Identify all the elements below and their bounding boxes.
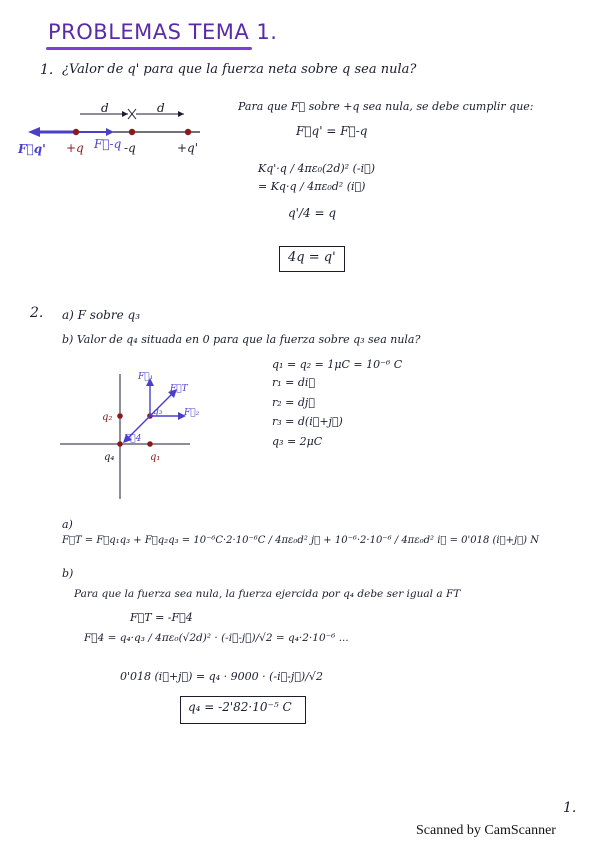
data-line: q₃ = 2μC [272,435,323,448]
charge-q2-dot [117,413,123,419]
charge-q1-dot [147,441,153,447]
data-line: r₁ = di⃗ [272,376,316,389]
title-underline [46,47,252,50]
charge-q4-dot [117,441,123,447]
problem-1-number: 1. [40,62,54,78]
part-b-text: Para que la fuerza sea nula, la fuerza ejercida por q₄ debe ser igual a FT [74,588,461,600]
problem-1-eq1: F⃗q' = F⃗-q [296,124,368,138]
distance-label-1: d [101,101,109,115]
problem-1-eq3: q'/4 = q [288,206,337,220]
problem-2-number: 2. [30,305,44,321]
part-b-eq3: 0'018 (i⃗+j⃗) = q₄ · 9000 · (-i⃗-j⃗)/√2 [120,670,323,683]
diagram-q1-label: q₁ [150,452,161,463]
diagram-q3-label: q₃ [153,407,163,417]
charge-plus-q [73,129,79,135]
problem-1-result: 4q = q' [288,250,336,265]
problem-1-question: ¿Valor de q' para que la fuerza neta sobre q sea nula? [62,62,417,77]
part-b-eq2: F⃗4 = q₄·q₃ / 4πε₀(√2d)² · (-i⃗-j⃗)/√2 = q₄·2·10⁻⁶ ... [84,632,349,644]
problem-1-explanation: Para que F⃗ sobre +q sea nula, se debe cumplir que: [238,100,534,113]
charge-minus-q [129,129,135,135]
problem-2-part-a: a) F sobre q₃ [62,308,140,322]
part-b-label: b) [62,567,74,580]
part-a-label: a) [62,518,73,531]
diagram-f1-label: F⃗₁ [138,372,154,382]
scanner-footer: Scanned by CamScanner [416,823,556,838]
charge-plus-qp [185,129,191,135]
force-label-minus-q: F⃗-q [94,137,122,151]
force-label-qprime: F⃗q' [18,142,46,156]
problem-2-result: q₄ = -2'82·10⁻⁵ C [188,700,292,714]
charge-label-plus-qprime: +q' [177,141,199,155]
diagram-f2-label: F⃗₂ [184,408,200,418]
problem-1-eq2-right: = Kq·q / 4πε₀d² (i⃗) [258,180,366,193]
diagram-ft-label: F⃗T [170,384,188,394]
diagram-f4-label: F⃗4 [124,434,142,444]
part-b-eq1: F⃗T = -F⃗4 [130,611,193,624]
charge-label-plus-q: +q [66,141,84,155]
problem-1-eq2-left: Kq'·q / 4πε₀(2d)² (-i⃗) [258,162,376,175]
charge-label-minus-q: -q [124,141,136,155]
diagram-q4-label: q₄ [104,452,115,463]
data-line: r₂ = dj⃗ [272,396,315,409]
data-line: r₃ = d(i⃗+j⃗) [272,415,343,428]
diagram-q2-label: q₂ [102,412,113,423]
problem-2-part-b: b) Valor de q₄ situada en 0 para que la fuerza sobre q₃ sea nula? [62,333,421,346]
page-title: PROBLEMAS TEMA 1. [48,20,278,44]
distance-label-2: d [157,101,165,115]
data-line: q₁ = q₂ = 1μC = 10⁻⁶ C [272,358,403,371]
page-number: 1. [563,800,577,816]
part-a-equation: F⃗T = F⃗q₁q₃ + F⃗q₂q₃ = 10⁻⁶C·2·10⁻⁶C / 4πε₀d² j⃗ + 10⁻⁶·2·10⁻⁶ / 4πε₀d² i⃗ = 0'018 (i⃗+j⃗) N [62,535,539,546]
